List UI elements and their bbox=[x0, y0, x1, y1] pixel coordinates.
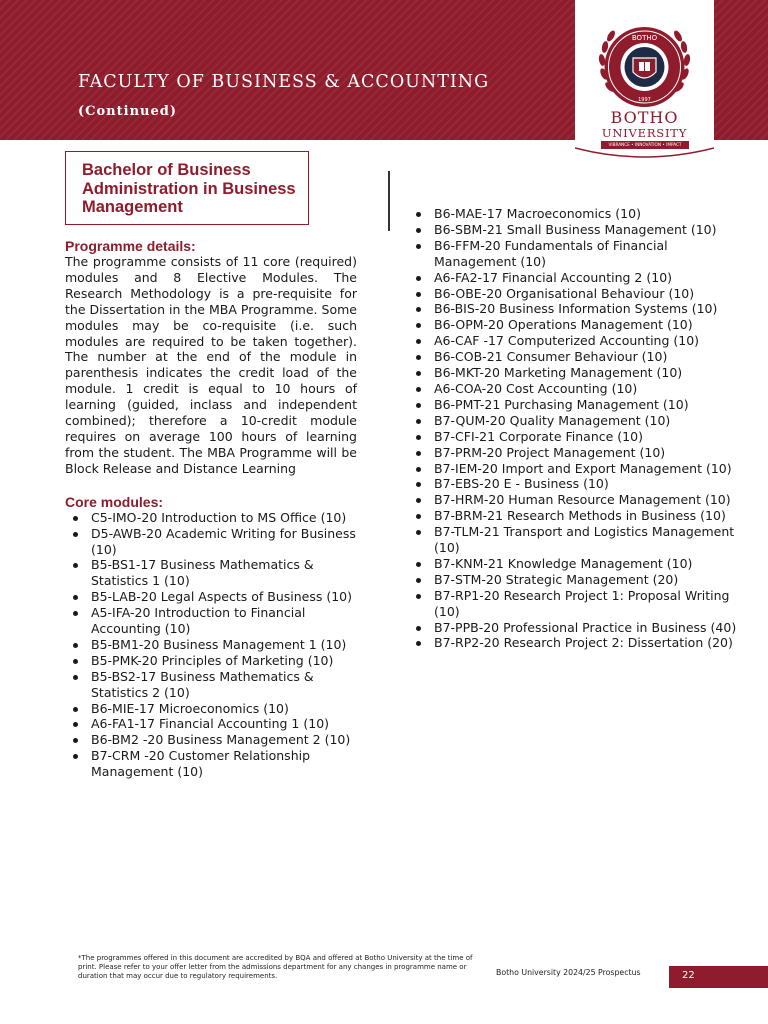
accreditation-footnote: *The programmes offered in this document are accredited by BQA and offered at Botho University at the time of print. Please refer to your offer letter from the admissions department for any changes in programme name or duration that may occur due to regulatory requirements. bbox=[78, 954, 473, 981]
module-item: B7-CRM -20 Customer Relationship Management (10) bbox=[65, 748, 357, 780]
module-item: B7-BRM-21 Research Methods in Business (10) bbox=[408, 508, 743, 524]
module-item: B5-BS1-17 Business Mathematics & Statistics 1 (10) bbox=[65, 557, 357, 589]
page-number-tab bbox=[669, 966, 768, 988]
right-column bbox=[408, 206, 743, 651]
programme-details-heading: Programme details: bbox=[65, 238, 196, 254]
module-item: A6-CAF -17 Computerized Accounting (10) bbox=[408, 333, 743, 349]
module-item: B7-QUM-20 Quality Management (10) bbox=[408, 413, 743, 429]
module-item: B7-CFI-21 Corporate Finance (10) bbox=[408, 429, 743, 445]
logo-name-line1: BOTHO bbox=[610, 108, 679, 127]
programme-title: Bachelor of Business Administration in Business Management bbox=[82, 161, 296, 216]
module-item: B6-BM2 -20 Business Management 2 (10) bbox=[65, 732, 357, 748]
module-item: B6-COB-21 Consumer Behaviour (10) bbox=[408, 349, 743, 365]
prospectus-label: Botho University 2024/25 Prospectus bbox=[496, 968, 641, 977]
module-item: B6-OBE-20 Organisational Behaviour (10) bbox=[408, 286, 743, 302]
svg-text:BOTHO: BOTHO bbox=[631, 34, 658, 42]
core-modules-list-right bbox=[408, 206, 743, 651]
module-item: D5-AWB-20 Academic Writing for Business (10) bbox=[65, 526, 357, 558]
programme-details-text: The programme consists of 11 core (required) modules and 8 Elective Modules. The Research Methodology is a pre-requisite for the Dissertation in the MBA Programme. Some modules may be co-requisite (i.e. such modules are required to be taken together). The number at the end of the module in parenthesis indicates the credit load of the module. 1 credit is equal to 10 hours of learning (guided, inclass and independent combined); therefore a 10-credit module requires on average 100 hours of learning from the student. The MBA Programme will be Block Release and Distance Learning bbox=[65, 254, 357, 476]
module-item: B6-MAE-17 Macroeconomics (10) bbox=[408, 206, 743, 222]
module-item: B7-STM-20 Strategic Management (20) bbox=[408, 572, 743, 588]
module-item: B6-OPM-20 Operations Management (10) bbox=[408, 317, 743, 333]
module-item: B7-EBS-20 E - Business (10) bbox=[408, 476, 743, 492]
module-item: B6-MKT-20 Marketing Management (10) bbox=[408, 365, 743, 381]
module-item: B6-MIE-17 Microeconomics (10) bbox=[65, 701, 357, 717]
module-item: B6-BIS-20 Business Information Systems (10) bbox=[408, 301, 743, 317]
logo-panel bbox=[575, 0, 714, 158]
module-item: A6-FA1-17 Financial Accounting 1 (10) bbox=[65, 716, 357, 732]
module-item: A6-COA-20 Cost Accounting (10) bbox=[408, 381, 743, 397]
module-item: B7-IEM-20 Import and Export Management (10) bbox=[408, 461, 743, 477]
module-item: B7-RP2-20 Research Project 2: Dissertation (20) bbox=[408, 635, 743, 651]
programme-title-box bbox=[65, 151, 309, 225]
faculty-title: FACULTY OF BUSINESS & ACCOUNTING bbox=[78, 72, 490, 92]
logo-name-line2: UNIVERSITY bbox=[601, 126, 688, 140]
continued-label: (Continued) bbox=[78, 104, 177, 119]
module-item: B7-PRM-20 Project Management (10) bbox=[408, 445, 743, 461]
module-item: B7-TLM-21 Transport and Logistics Management (10) bbox=[408, 524, 743, 556]
module-item: B6-PMT-21 Purchasing Management (10) bbox=[408, 397, 743, 413]
module-item: B7-RP1-20 Research Project 1: Proposal Writing (10) bbox=[408, 588, 743, 620]
module-item: B5-BM1-20 Business Management 1 (10) bbox=[65, 637, 357, 653]
module-item: B6-FFM-20 Fundamentals of Financial Management (10) bbox=[408, 238, 743, 270]
module-item: A6-FA2-17 Financial Accounting 2 (10) bbox=[408, 270, 743, 286]
page-number: 22 bbox=[682, 970, 695, 981]
core-modules-heading: Core modules: bbox=[65, 493, 164, 510]
module-item: B7-KNM-21 Knowledge Management (10) bbox=[408, 556, 743, 572]
module-item: A5-IFA-20 Introduction to Financial Accounting (10) bbox=[65, 605, 357, 637]
module-item: B5-PMK-20 Principles of Marketing (10) bbox=[65, 653, 357, 669]
left-column bbox=[65, 238, 357, 780]
svg-text:1997: 1997 bbox=[638, 97, 651, 103]
module-item: B6-SBM-21 Small Business Management (10) bbox=[408, 222, 743, 238]
module-item: B5-LAB-20 Legal Aspects of Business (10) bbox=[65, 589, 357, 605]
logo-tagline: VIBRANCE • INNOVATION • IMPACT bbox=[601, 141, 689, 149]
module-item: B7-PPB-20 Professional Practice in Business (40) bbox=[408, 620, 743, 636]
module-item: B5-BS2-17 Business Mathematics & Statistics 2 (10) bbox=[65, 669, 357, 701]
module-item: C5-IMO-20 Introduction to MS Office (10) bbox=[65, 510, 357, 526]
core-modules-list-left bbox=[65, 510, 357, 780]
module-item: B7-HRM-20 Human Resource Management (10) bbox=[408, 492, 743, 508]
column-divider bbox=[388, 171, 390, 231]
